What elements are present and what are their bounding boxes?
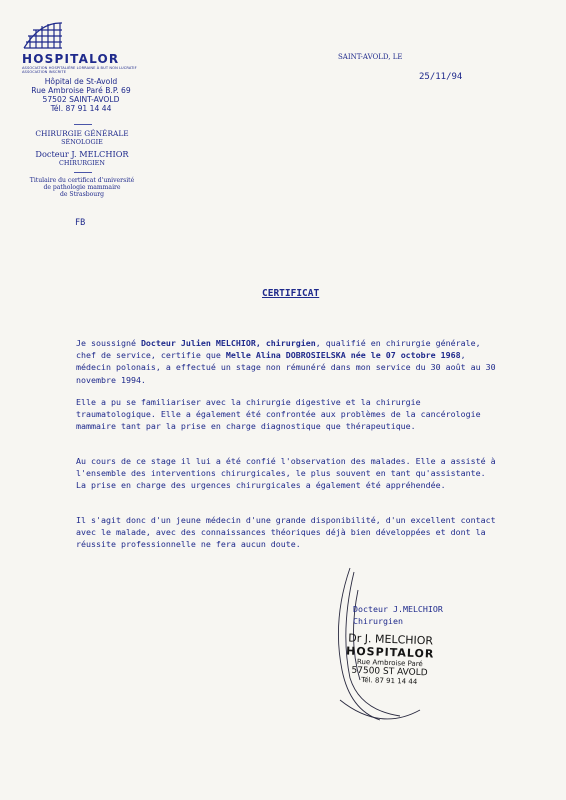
hospital-city: 57502 SAINT-AVOLD [42,95,120,105]
paragraph-2 [76,396,498,433]
p4-text: Il s'agit donc d'un jeune médecin d'une grande disponibilité, d'un excellent contact avec le malade, avec des connaissances théoriques déjà bien développées et dont la réussite professionnelle ne fera aucun doute. [76,515,496,550]
brand-name: HOSPITALOR [22,52,120,66]
department-surgery: CHIRURGIE GÉNÉRALE [35,129,129,138]
stamp-doctor: Dr J. MELCHIOR [348,631,434,648]
paragraph-1 [76,337,498,386]
department-block [22,120,142,199]
signatory-name: Docteur J.MELCHIOR [353,604,443,614]
p3-text: Au cours de ce stage il lui a été confié l'observation des malades. Elle a assisté à l'ensemble des interventions chirurgicales, le plus souvent en tant qu'assistante. La prise en charge des urgences chirurgicales a également été appréhendée. [76,456,496,491]
stamp-phone: Tél. 87 91 14 44 [361,676,418,686]
hospitalor-letterhead [22,20,152,114]
place-label: SAINT-AVOLD, LE [338,53,403,61]
p1-trainee: Melle Alina DOBROSIELSKA née le 07 octobre 1968 [225,350,461,361]
letter-date: 25/11/94 [419,72,463,82]
paragraph-4 [76,514,498,551]
p1-middle: , qualifié en chirurgie générale, chef de service, certifie que [76,338,481,361]
stamp-street: Rue Ambroise Paré [356,657,423,669]
department-senology: SÉNOLOGIE [61,138,103,146]
doctor-name: Docteur J. MELCHIOR [35,149,129,159]
hospital-address [22,77,140,114]
divider [74,124,92,125]
p1-doctor: Docteur Julien MELCHIOR, chirurgien [140,338,316,348]
p1-intro: Je soussigné [76,338,141,348]
doctor-role: CHIRURGIEN [59,159,105,167]
reference-initials: FB [75,218,86,228]
stamp-brand: HOSPITALOR [345,644,435,661]
divider [74,172,92,173]
signature-block [353,603,443,627]
p2-text: Elle a pu se familiariser avec la chirurgie digestive et la chirurgie traumatologique. Elle a également été confrontée aux problèmes de la cancérologie mammaire tant par la prise en charge diagnostique que thérapeutique. [76,397,481,432]
p1-end: , médecin polonais, a effectué un stage non rémunéré dans mon service du 30 août au 30 novembre 1994. [76,350,496,385]
hospital-phone: Tél. 87 91 14 44 [50,104,112,114]
hospital-stamp [334,631,446,687]
brand-subtitle: ASSOCIATION HOSPITALIÈRE LORRAINE À BUT NON LUCRATIF ASSOCIATION INSCRITE [22,66,137,75]
doctor-qualification: Titulaire du certificat d'université de pathologie mammaire de Strasbourg [29,177,135,199]
stamp-city: 57500 ST AVOLD [351,665,428,679]
signatory-role: Chirurgien [353,616,403,626]
hospitalor-logo-icon [22,20,82,50]
paragraph-3 [76,455,498,492]
hospital-street: Rue Ambroise Paré B.P. 69 [31,86,131,96]
document-title: CERTIFICAT [262,288,320,299]
hospital-name: Hôpital de St-Avold [44,76,118,86]
